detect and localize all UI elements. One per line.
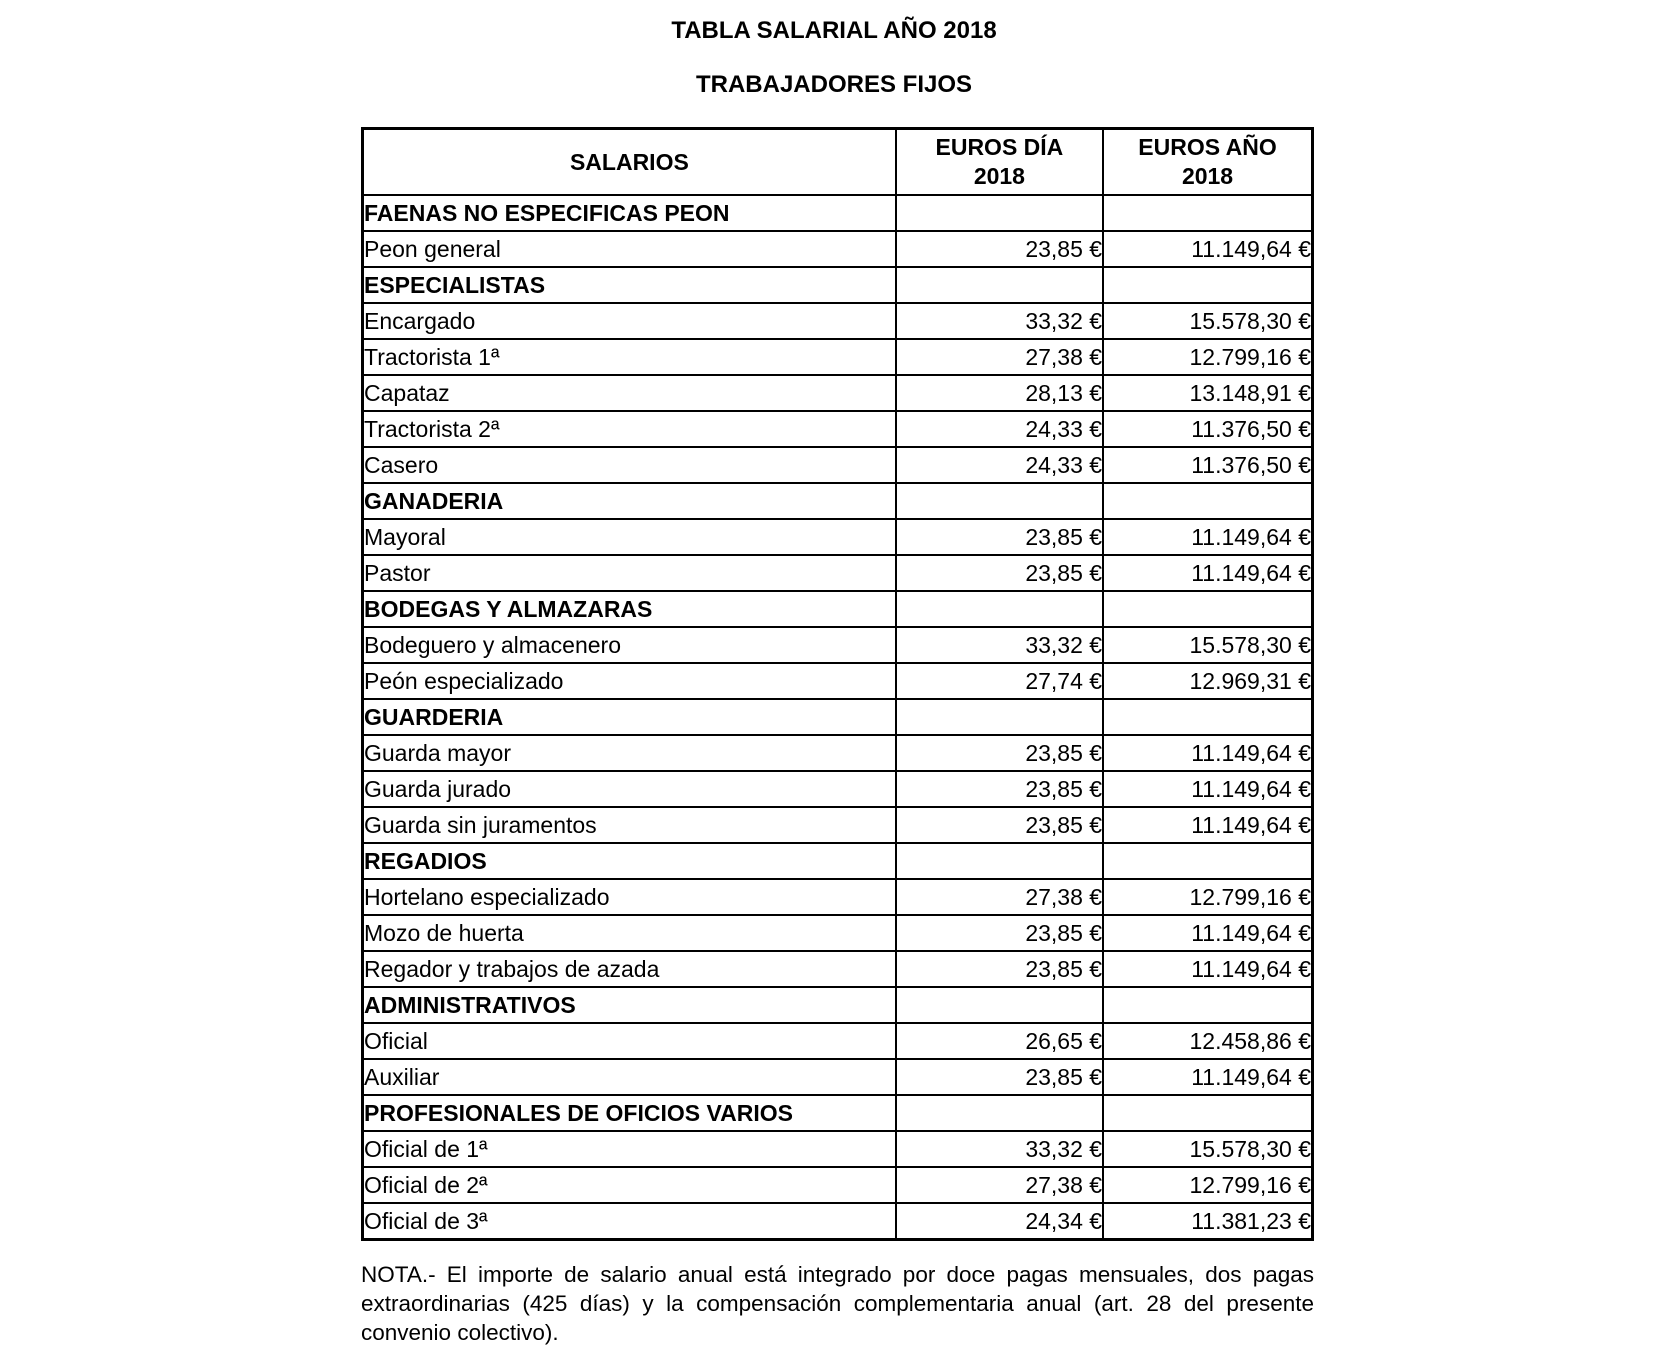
- euros-ano-cell: 11.149,64 €: [1103, 951, 1312, 987]
- euros-dia-cell: 23,85 €: [896, 1059, 1103, 1095]
- euros-dia-cell: 24,33 €: [896, 411, 1103, 447]
- header-euros-dia: EUROS DÍA 2018: [896, 129, 1103, 196]
- euros-dia-cell: [896, 843, 1103, 879]
- section-row: [363, 843, 1313, 879]
- section-label: GANADERIA: [363, 483, 896, 519]
- euros-dia-cell: 24,33 €: [896, 447, 1103, 483]
- euros-ano-cell: 15.578,30 €: [1103, 303, 1312, 339]
- table-row: [363, 1059, 1313, 1095]
- section-label: REGADIOS: [363, 843, 896, 879]
- section-label: ESPECIALISTAS: [363, 267, 896, 303]
- section-label: FAENAS NO ESPECIFICAS PEON: [363, 195, 896, 231]
- category-name: Encargado: [363, 303, 896, 339]
- euros-dia-cell: [896, 591, 1103, 627]
- euros-ano-cell: [1103, 699, 1312, 735]
- euros-dia-cell: 27,38 €: [896, 879, 1103, 915]
- euros-ano-cell: 15.578,30 €: [1103, 627, 1312, 663]
- euros-ano-cell: [1103, 483, 1312, 519]
- section-label: GUARDERIA: [363, 699, 896, 735]
- table-row: [363, 447, 1313, 483]
- euros-ano-cell: 11.149,64 €: [1103, 915, 1312, 951]
- table-row: [363, 1023, 1313, 1059]
- table-row: [363, 231, 1313, 267]
- table-row: [363, 555, 1313, 591]
- euros-dia-cell: 23,85 €: [896, 555, 1103, 591]
- table-row: [363, 375, 1313, 411]
- category-name: Casero: [363, 447, 896, 483]
- euros-ano-cell: [1103, 843, 1312, 879]
- euros-dia-cell: [896, 699, 1103, 735]
- table-row: [363, 879, 1313, 915]
- category-name: Tractorista 1ª: [363, 339, 896, 375]
- euros-dia-cell: 26,65 €: [896, 1023, 1103, 1059]
- category-name: Guarda jurado: [363, 771, 896, 807]
- euros-ano-cell: 11.149,64 €: [1103, 519, 1312, 555]
- euros-dia-cell: 23,85 €: [896, 915, 1103, 951]
- section-row: [363, 987, 1313, 1023]
- euros-ano-cell: 11.149,64 €: [1103, 1059, 1312, 1095]
- euros-dia-cell: 24,34 €: [896, 1203, 1103, 1240]
- table-row: [363, 1203, 1313, 1240]
- table-row: [363, 915, 1313, 951]
- euros-dia-cell: [896, 987, 1103, 1023]
- euros-ano-cell: [1103, 987, 1312, 1023]
- euros-ano-cell: [1103, 1095, 1312, 1131]
- euros-ano-cell: 12.969,31 €: [1103, 663, 1312, 699]
- table-row: [363, 1167, 1313, 1203]
- euros-ano-cell: 11.381,23 €: [1103, 1203, 1312, 1240]
- category-name: Peón especializado: [363, 663, 896, 699]
- euros-dia-cell: 27,38 €: [896, 1167, 1103, 1203]
- euros-dia-cell: 23,85 €: [896, 807, 1103, 843]
- table-row: [363, 1131, 1313, 1167]
- euros-dia-cell: 33,32 €: [896, 303, 1103, 339]
- euros-dia-cell: 28,13 €: [896, 375, 1103, 411]
- euros-dia-cell: 23,85 €: [896, 771, 1103, 807]
- euros-ano-cell: 11.149,64 €: [1103, 771, 1312, 807]
- euros-dia-cell: 27,74 €: [896, 663, 1103, 699]
- category-name: Guarda sin juramentos: [363, 807, 896, 843]
- table-row: [363, 411, 1313, 447]
- category-name: Auxiliar: [363, 1059, 896, 1095]
- euros-ano-cell: 12.799,16 €: [1103, 339, 1312, 375]
- table-row: [363, 735, 1313, 771]
- table-row: [363, 951, 1313, 987]
- euros-ano-cell: 12.799,16 €: [1103, 1167, 1312, 1203]
- category-name: Capataz: [363, 375, 896, 411]
- header-euros-ano: EUROS AÑO 2018: [1103, 129, 1312, 196]
- category-name: Oficial de 3ª: [363, 1203, 896, 1240]
- euros-ano-cell: 11.149,64 €: [1103, 231, 1312, 267]
- table-row: [363, 303, 1313, 339]
- section-row: [363, 267, 1313, 303]
- euros-ano-cell: 11.149,64 €: [1103, 807, 1312, 843]
- section-label: PROFESIONALES DE OFICIOS VARIOS: [363, 1095, 896, 1131]
- euros-dia-cell: [896, 1095, 1103, 1131]
- euros-dia-cell: 27,38 €: [896, 339, 1103, 375]
- category-name: Oficial de 1ª: [363, 1131, 896, 1167]
- euros-dia-cell: [896, 267, 1103, 303]
- category-name: Peon general: [363, 231, 896, 267]
- euros-dia-cell: 23,85 €: [896, 231, 1103, 267]
- category-name: Hortelano especializado: [363, 879, 896, 915]
- page-subtitle: TRABAJADORES FIJOS: [695, 71, 973, 98]
- category-name: Oficial de 2ª: [363, 1167, 896, 1203]
- category-name: Tractorista 2ª: [363, 411, 896, 447]
- euros-ano-cell: [1103, 267, 1312, 303]
- category-name: Guarda mayor: [363, 735, 896, 771]
- table-row: [363, 807, 1313, 843]
- section-row: [363, 591, 1313, 627]
- euros-ano-cell: 11.149,64 €: [1103, 735, 1312, 771]
- category-name: Bodeguero y almacenero: [363, 627, 896, 663]
- euros-dia-cell: 33,32 €: [896, 1131, 1103, 1167]
- euros-dia-cell: 23,85 €: [896, 519, 1103, 555]
- category-name: Oficial: [363, 1023, 896, 1059]
- section-row: [363, 699, 1313, 735]
- table-row: [363, 339, 1313, 375]
- table-row: [363, 627, 1313, 663]
- table-row: [363, 519, 1313, 555]
- category-name: Pastor: [363, 555, 896, 591]
- euros-ano-cell: 15.578,30 €: [1103, 1131, 1312, 1167]
- section-label: BODEGAS Y ALMAZARAS: [363, 591, 896, 627]
- salary-table: [361, 127, 1314, 1241]
- euros-ano-cell: 11.376,50 €: [1103, 447, 1312, 483]
- table-row: [363, 771, 1313, 807]
- euros-dia-cell: 23,85 €: [896, 951, 1103, 987]
- section-row: [363, 195, 1313, 231]
- header-salarios: SALARIOS: [363, 129, 896, 196]
- euros-ano-cell: [1103, 195, 1312, 231]
- note-text: NOTA.- El importe de salario anual está integrado por doce pagas mensuales, dos pagas extraordinarias (425 días) y la compensación complementaria anual (art. 28 del presente convenio colectivo).: [361, 1262, 1314, 1345]
- section-row: [363, 483, 1313, 519]
- euros-dia-cell: 33,32 €: [896, 627, 1103, 663]
- euros-ano-cell: 12.458,86 €: [1103, 1023, 1312, 1059]
- category-name: Mayoral: [363, 519, 896, 555]
- page-title: TABLA SALARIAL AÑO 2018: [671, 17, 997, 44]
- euros-dia-cell: 23,85 €: [896, 735, 1103, 771]
- euros-ano-cell: 13.148,91 €: [1103, 375, 1312, 411]
- euros-dia-cell: [896, 483, 1103, 519]
- category-name: Regador y trabajos de azada: [363, 951, 896, 987]
- euros-ano-cell: 11.149,64 €: [1103, 555, 1312, 591]
- euros-dia-cell: [896, 195, 1103, 231]
- euros-ano-cell: [1103, 591, 1312, 627]
- section-label: ADMINISTRATIVOS: [363, 987, 896, 1023]
- table-row: [363, 663, 1313, 699]
- category-name: Mozo de huerta: [363, 915, 896, 951]
- table-body: [363, 195, 1313, 1240]
- euros-ano-cell: 11.376,50 €: [1103, 411, 1312, 447]
- euros-ano-cell: 12.799,16 €: [1103, 879, 1312, 915]
- table-header-row: [363, 129, 1313, 196]
- section-row: [363, 1095, 1313, 1131]
